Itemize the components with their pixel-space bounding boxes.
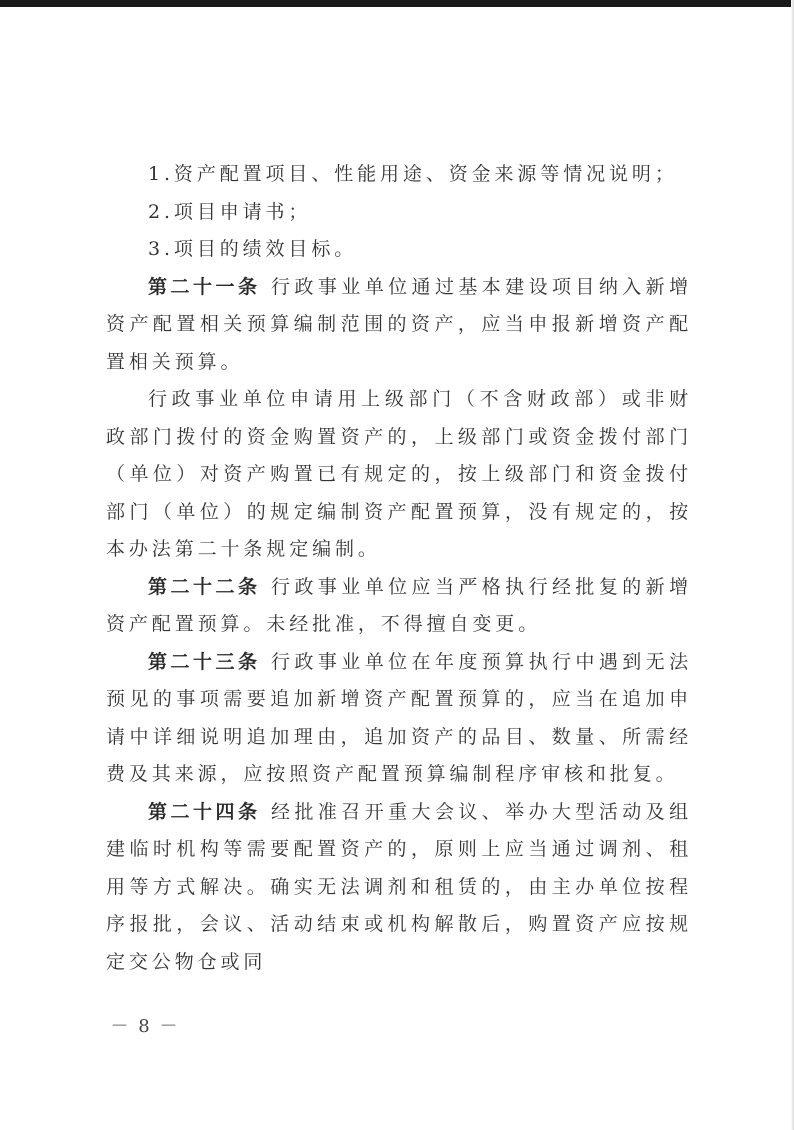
article-21-paragraph-2-text: 行政事业单位申请用上级部门（不含财政部）或非财政部门拨付的资金购置资产的，上级部门或资金拨付部门（单位）对资产购置已有规定的，按上级部门和资金拨付部门（单位）的规定编制资产配置预算，没有规定的，按本办法第二十条规定编制。 [106,388,692,560]
list-item-3-text: 3.项目的绩效目标。 [148,238,358,260]
article-24-label: 第二十四条 [148,800,261,823]
list-item-1 [106,156,692,194]
list-item-2 [106,194,692,232]
article-21-paragraph-2 [106,381,692,569]
document-body [106,156,692,981]
list-item-3 [106,231,692,269]
article-21-label: 第二十一条 [148,275,261,298]
article-23-text: 行政事业单位在年度预算执行中遇到无法预见的事项需要追加新增资产配置预算的，应当在追加申请中详细说明追加理由，追加资产的品目、数量、所需经费及其来源，应按照资产配置预算编制程序审核和批复。 [106,650,692,785]
article-21 [106,269,692,382]
article-22 [106,569,692,644]
article-23-label: 第二十三条 [148,650,261,673]
list-item-2-text: 2.项目申请书； [148,200,312,223]
scan-edge-top [0,0,794,7]
article-24-text: 经批准召开重大会议、举办大型活动及组建临时机构等需要配置资产的，原则上应当通过调剂、租用等方式解决。确实无法调剂和租赁的，由主办单位按程序报批，会议、活动结束或机构解散后，购置资产应按规定交公物仓或同 [106,800,692,973]
article-21-text: 行政事业单位通过基本建设项目纳入新增资产配置相关预算编制范围的资产，应当申报新增资产配置相关预算。 [106,275,692,373]
list-item-1-text: 1.资产配置项目、性能用途、资金来源等情况说明； [148,163,678,185]
article-22-label: 第二十二条 [148,575,261,598]
page-number: － 8 － [110,1016,180,1037]
article-23 [106,644,692,794]
article-22-text: 行政事业单位应当严格执行经批复的新增资产配置预算。未经批准，不得擅自变更。 [106,575,692,635]
article-24 [106,794,692,982]
